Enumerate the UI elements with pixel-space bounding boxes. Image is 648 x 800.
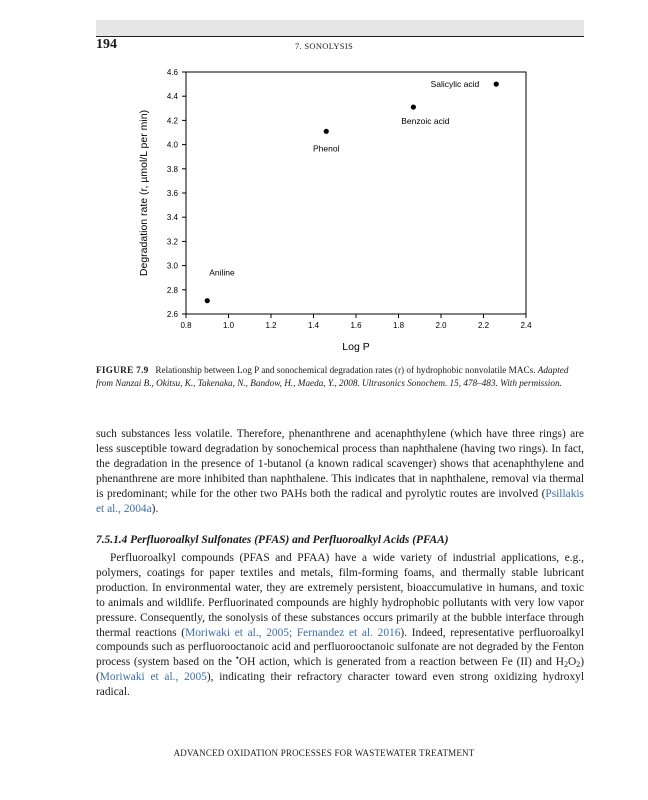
x-tick-label: 1.8 bbox=[392, 321, 405, 330]
y-axis-label: Degradation rate (r, µmol/L per min) bbox=[138, 109, 150, 277]
y-tick-label: 3.2 bbox=[166, 237, 178, 247]
citation-psillakis[interactable]: Psillakis et al., 2004a bbox=[96, 487, 584, 515]
x-tick-label: 1.2 bbox=[265, 321, 277, 330]
paragraph-2-part-1: Perfluoroalkyl compounds (PFAS and PFAA) have a wide variety of industrial applications, e.g., polymers, coatings for paper textiles and metals, film-forming foams, and thermally stable lubricant production. In environmental water, they are extremely persistent, bioaccumulative in humans, and toxic to animals and wildlife. Perfluorinated compounds are highly hydrophobic pollutants with very low vapor pressure. Consequently, the sonolysis of these substances occurs primarily at the bubble interface through thermal reactions ( bbox=[96, 552, 584, 639]
page-footer: ADVANCED OXIDATION PROCESSES FOR WASTEWATER TREATMENT bbox=[173, 748, 475, 758]
y-tick-label: 4.2 bbox=[166, 116, 178, 126]
data-point bbox=[411, 104, 416, 109]
plot-frame bbox=[186, 72, 526, 314]
point-label: Salicylic acid bbox=[430, 79, 480, 90]
citation-moriwaki-fernandez[interactable]: Moriwaki et al., 2005; Fernandez et al. 2016 bbox=[185, 626, 401, 639]
header-rule bbox=[96, 36, 584, 37]
paragraph-2-part-4: O bbox=[567, 656, 577, 669]
x-tick-label: 2.2 bbox=[477, 321, 490, 330]
paragraph-1-text: such substances less volatile. Therefore, phenanthrene and acenaphthylene (which have three rings) are less susceptible toward degradation by sonochemical process than naphthalene (having two rings). In fact, the degradation in the presence of 1-butanol (a known radical scavenger) shows that acenaphthylene and phenanthrene are more inhibited than naphthalene. This indicates that in naphthalene, removal via thermal is predominant; while for the other two PAHs both the radical and pyrolytic routes are involved ( bbox=[96, 428, 584, 500]
y-tick-label: 4.6 bbox=[166, 68, 178, 77]
paragraph-2-part-5: ) ( bbox=[96, 656, 584, 684]
plot-layer bbox=[138, 68, 532, 353]
x-tick-label: 0.8 bbox=[180, 321, 192, 330]
y-tick-label: 4.0 bbox=[166, 140, 178, 150]
radical-dot: • bbox=[235, 653, 239, 664]
citation-moriwaki[interactable]: Moriwaki et al., 2005 bbox=[99, 671, 207, 684]
body-paragraph-1 bbox=[96, 427, 584, 516]
x-tick-label: 1.4 bbox=[307, 321, 320, 330]
y-tick-label: 3.6 bbox=[166, 189, 178, 198]
caption-label: FIGURE 7.9 bbox=[96, 365, 149, 375]
running-head: 7. SONOLYSIS bbox=[294, 41, 353, 51]
y-tick-label: 3.0 bbox=[166, 261, 178, 271]
body-paragraph-2 bbox=[96, 551, 584, 700]
y-tick-label: 4.4 bbox=[166, 92, 178, 102]
section-heading: 7.5.1.4 Perfluoroalkyl Sulfonates (PFAS) and Perfluoroalkyl Acids (PFAA) bbox=[96, 534, 449, 546]
paragraph-1-end: ). bbox=[151, 502, 159, 515]
y-tick-label: 2.8 bbox=[166, 285, 178, 295]
caption-source: Adapted from Nanzai B., Okitsu, K., Takenaka, N., Bandow, H., Maeda, Y., 2008. Ultrasonics Sonochem. 15, 478–483. With permission. bbox=[96, 365, 569, 388]
x-tick-label: 1.6 bbox=[350, 321, 362, 330]
point-label: Benzoic acid bbox=[401, 116, 450, 127]
header-bar bbox=[96, 20, 584, 36]
page-number: 194 bbox=[96, 37, 117, 52]
scatter-chart bbox=[96, 58, 556, 360]
subscript-2a: 2 bbox=[563, 660, 568, 670]
point-label: Phenol bbox=[313, 143, 340, 154]
x-axis-label: Log P bbox=[342, 341, 370, 353]
x-tick-label: 1.0 bbox=[222, 321, 235, 330]
data-point bbox=[324, 129, 329, 134]
y-tick-label: 2.6 bbox=[166, 310, 178, 319]
caption-text: Relationship between Log P and sonochemical degradation rates (r) of hydrophobic nonvolatile MACs. bbox=[155, 365, 536, 375]
point-label: Aniline bbox=[209, 267, 235, 278]
x-tick-label: 2.4 bbox=[520, 321, 532, 330]
paragraph-2-part-2: ). Indeed, representative perfluoroalkyl compounds such as perfluorooctanoic acid and perfluorooctanoic sulfonate are not degraded by the Fenton process (system based on the bbox=[96, 626, 584, 669]
figure-caption bbox=[96, 364, 584, 390]
x-tick-label: 2.0 bbox=[435, 321, 447, 330]
y-tick-label: 3.4 bbox=[166, 213, 178, 223]
data-point bbox=[205, 298, 210, 303]
data-point bbox=[494, 82, 499, 87]
y-tick-label: 3.8 bbox=[166, 164, 178, 174]
paragraph-2-part-6: ), indicating their refractory character toward even strong oxidizing hydroxyl radical. bbox=[96, 671, 584, 699]
paragraph-2-part-3: OH action, which is generated from a reaction between Fe (II) and H bbox=[238, 656, 564, 669]
subscript-2b: 2 bbox=[576, 660, 581, 670]
